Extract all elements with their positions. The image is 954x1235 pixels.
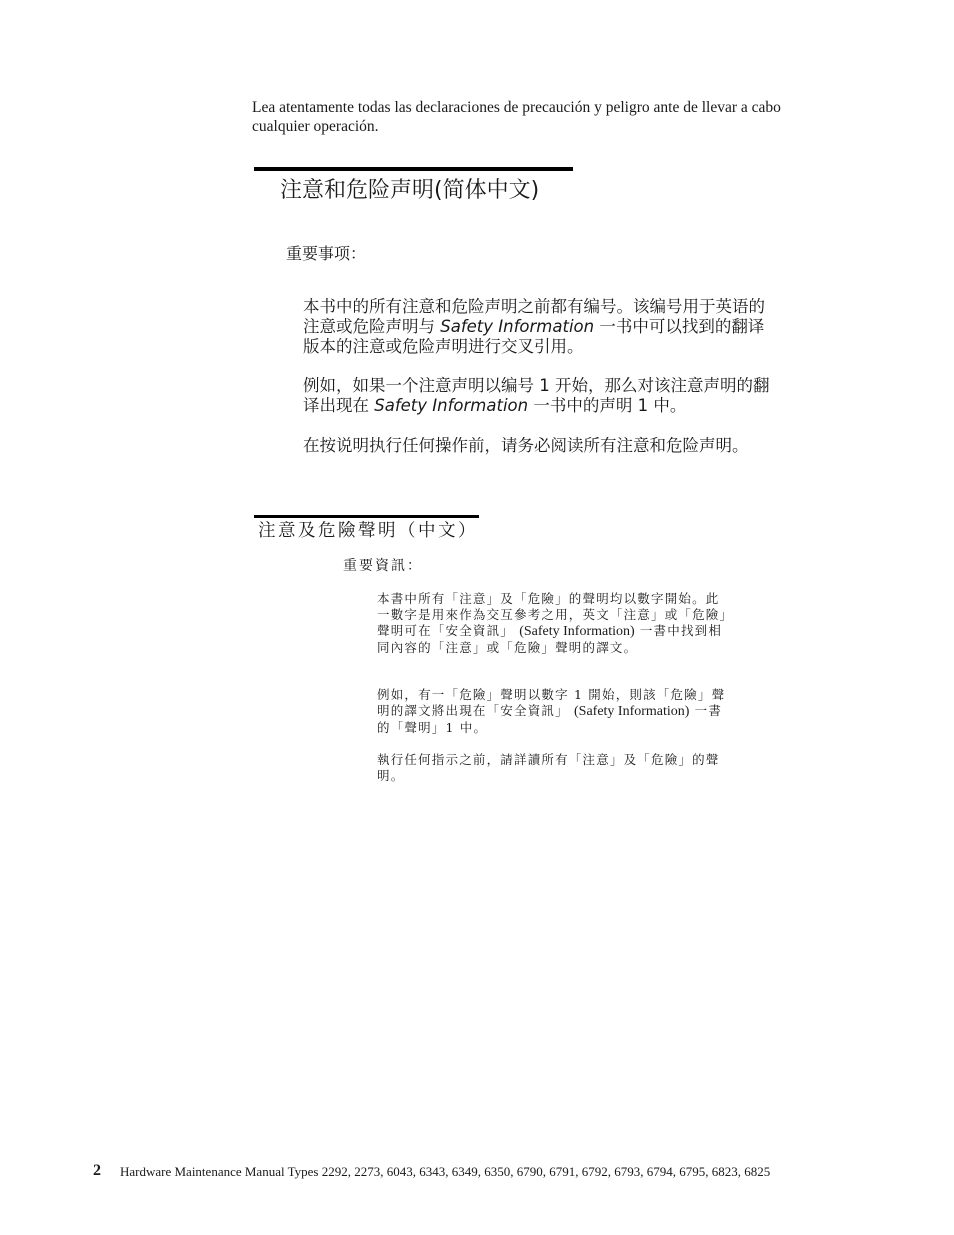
book-title: Safety Information <box>374 396 529 415</box>
paragraph-simplified-2: 例如，如果一个注意声明以编号 1 开始，那么对该注意声明的翻译出现在 Safety Information 一书中的声明 1 中。 <box>303 376 770 415</box>
section-title-simplified: 注意和危险声明(简体中文) <box>280 178 540 203</box>
statement-number: 1 <box>637 396 649 415</box>
paragraph-traditional-1: 本書中所有「注意」及「危險」的聲明均以數字開始。此一數字是用來作為交互參考之用，英文「注意」或「危險」聲明可在「安全資訊」 (Safety Information) 一書中找到相同內容的「注意」或「危險」聲明的譯文。 <box>377 591 727 655</box>
section-rule-simplified <box>254 167 573 171</box>
paragraph-simplified-1: 本书中的所有注意和危险声明之前都有编号。该编号用于英语的注意或危险声明与 Safety Information 一书中可以找到的翻译版本的注意或危险声明进行交叉引用。 <box>303 297 765 356</box>
book-title: Safety Information <box>440 317 595 336</box>
statement-number: 1 <box>539 376 550 395</box>
page-number: 2 <box>93 1162 101 1179</box>
section-title-traditional: 注意及危險聲明（中文） <box>258 521 478 541</box>
important-label-simplified: 重要事项： <box>286 244 367 263</box>
paragraph-simplified-3: 在按说明执行任何操作前，请务必阅读所有注意和危险声明。 <box>303 436 749 455</box>
paragraph-traditional-2: 例如，有一「危險」聲明以數字 1 開始，則該「危險」聲明的譯文將出現在「安全資訊」 (Safety Information) 一書的「聲明」1 中。 <box>377 687 726 735</box>
book-title: (Safety Information) <box>574 704 690 719</box>
footer-title: Hardware Maintenance Manual Types 2292, 2273, 6043, 6343, 6349, 6350, 6790, 6791, 6792, 6793, 6794, 6795, 6823, 6825 <box>120 1164 771 1179</box>
intro-paragraph: Lea atentamente todas las declaraciones de precaución y peligro ante de llevar a cabo cualquier operación. <box>252 99 781 135</box>
book-title: (Safety Information) <box>519 624 635 639</box>
paragraph-traditional-3: 執行任何指示之前，請詳讀所有「注意」及「危險」的聲明。 <box>377 752 720 783</box>
important-label-traditional: 重要資訊： <box>343 558 423 574</box>
